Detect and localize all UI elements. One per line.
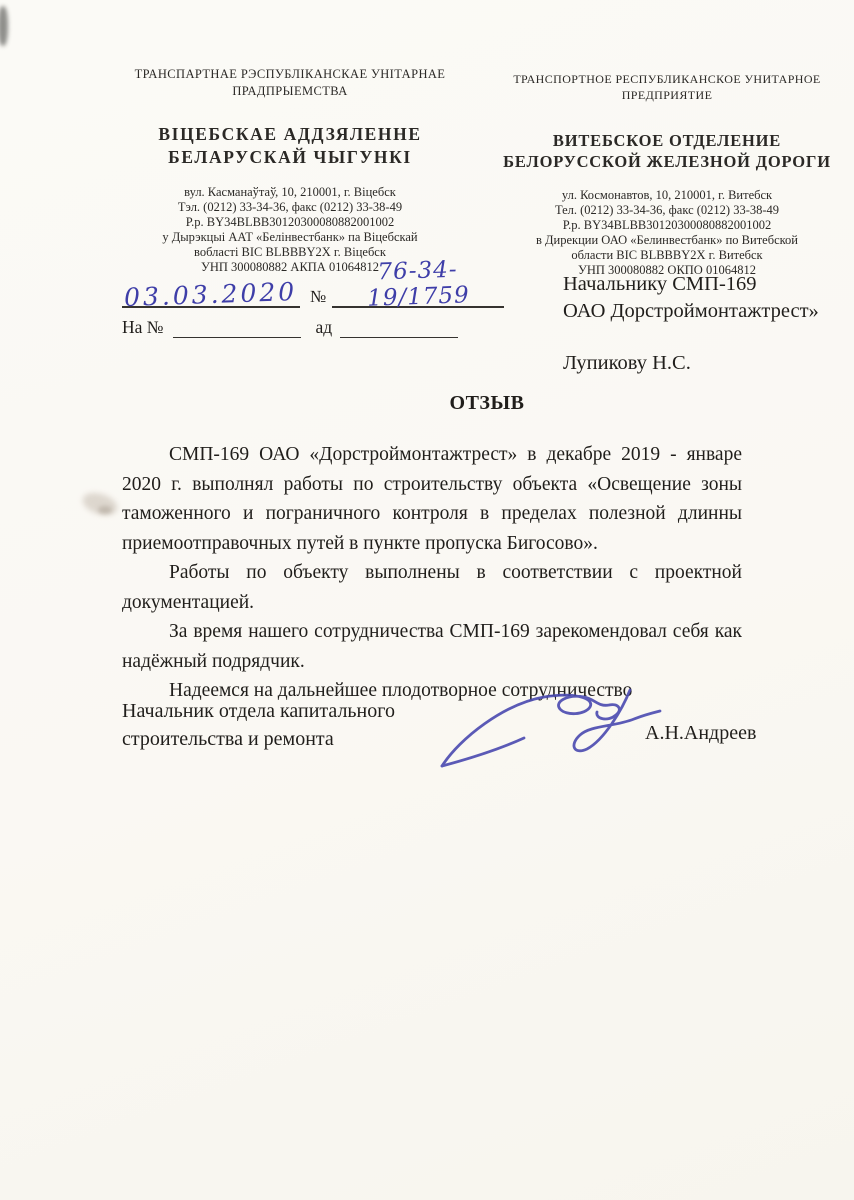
address-ru-line: Р.р. BY34BLBB30120300080882001002: [562, 218, 772, 233]
signer-position: Начальник отдела капитального строительства и ремонта: [122, 700, 395, 750]
address-ru-line: ул. Космонавтов, 10, 210001, г. Витебск: [561, 188, 773, 203]
reply-number-label: На №: [122, 317, 164, 337]
addressee-position: Начальнику СМП-169: [563, 273, 757, 295]
signer-name: А.Н.Андреев: [645, 722, 757, 744]
document-title: ОТЗЫВ: [449, 392, 525, 414]
date-line: [122, 276, 300, 313]
address-ru: [486, 188, 848, 278]
org-name-ru-line2: БЕЛОРУССКОЙ ЖЕЛЕЗНОЙ ДОРОГИ: [503, 152, 831, 172]
handwritten-number: 76-34-19/1759: [366, 256, 471, 312]
scan-margin-smear: [80, 489, 120, 519]
addressee-organization: ОАО Дорстроймонтажтрест»: [563, 300, 819, 323]
org-name-by-line2: БЕЛАРУСКАЙ ЧЫГУНКІ: [168, 147, 412, 168]
body-paragraph: СМП-169 ОАО «Дорстроймонтажтрест» в декабре 2019 - январе 2020 г. выполнял работы по строительству объекта «Освещение зоны таможенного и пограничного контроля в пределах полезной длинны приемоотправочных путей в пункте пропуска Бигосово».: [122, 444, 742, 554]
body-paragraph: За время нашего сотрудничества СМП-169 зарекомендовал себя как надёжный подрядчик.: [122, 621, 742, 672]
letter-body: [122, 440, 742, 706]
org-type-by: ТРАНСПАРТНАЕ РЭСПУБЛІКАНСКАЕ УНІТАРНАЕ ПРАДПРЫЕМСТВА: [134, 67, 446, 98]
number-line: [332, 254, 504, 312]
address-by-line: УНП 300080882 АКПА 01064812: [201, 260, 379, 275]
org-name-by-line1: ВІЦЕБСКАЕ АДДЗЯЛЕННЕ: [158, 124, 422, 144]
address-ru-line: УНП 300080882 ОКПО 01064812: [578, 263, 756, 278]
reply-number-blank: [173, 319, 301, 338]
letterhead-right: [486, 72, 848, 278]
org-name-ru-line1: ВИТЕБСКОЕ ОТДЕЛЕНИЕ: [552, 130, 782, 150]
handwritten-date: 03.03.2020: [123, 276, 299, 313]
body-paragraph: Надеемся на дальнейшее плодотворное сотрудничество: [169, 680, 633, 701]
address-by-line: Тэл. (0212) 33-34-36, факс (0212) 33-38-49: [177, 200, 403, 215]
address-ru-line: области BIC BLBBBY2X г. Витебск: [571, 248, 763, 263]
address-by-line: вул. Касманаўтаў, 10, 210001, г. Віцебск: [184, 185, 396, 200]
number-sign-label: №: [310, 287, 327, 306]
letterhead-left: [110, 66, 470, 275]
reply-from-label: ад: [315, 317, 333, 337]
org-name-ru: [486, 130, 848, 174]
addressee-name: Лупикову Н.С.: [563, 352, 691, 375]
reference-row-reply: [122, 317, 542, 338]
signature-block: [122, 698, 782, 808]
org-type-ru: ТРАНСПОРТНОЕ РЕСПУБЛИКАНСКОЕ УНИТАРНОЕ ПРЕДПРИЯТИЕ: [513, 72, 821, 102]
handwritten-signature-icon: [432, 682, 667, 782]
address-by-line: у Дырэкцыі ААТ «Белінвестбанк» па Віцебскай: [162, 230, 418, 245]
reply-date-blank: [340, 319, 458, 338]
address-by-line: вобласті BIC BLBBBY2X г. Віцебск: [194, 245, 386, 260]
org-name-by: [110, 123, 470, 169]
address-ru-line: Тел. (0212) 33-34-36, факс (0212) 33-38-49: [554, 203, 780, 218]
body-paragraph: Работы по объекту выполнены в соответствии с проектной документацией.: [122, 562, 742, 613]
addressee-block: [563, 271, 819, 377]
address-by-line: Р.р. BY34BLBB30120300080882001002: [185, 215, 395, 230]
scan-corner-smudge: [0, 6, 8, 46]
address-ru-line: в Дирекции ОАО «Белинвестбанк» по Витебской: [536, 233, 798, 248]
scan-margin-smear-small: [98, 506, 112, 514]
